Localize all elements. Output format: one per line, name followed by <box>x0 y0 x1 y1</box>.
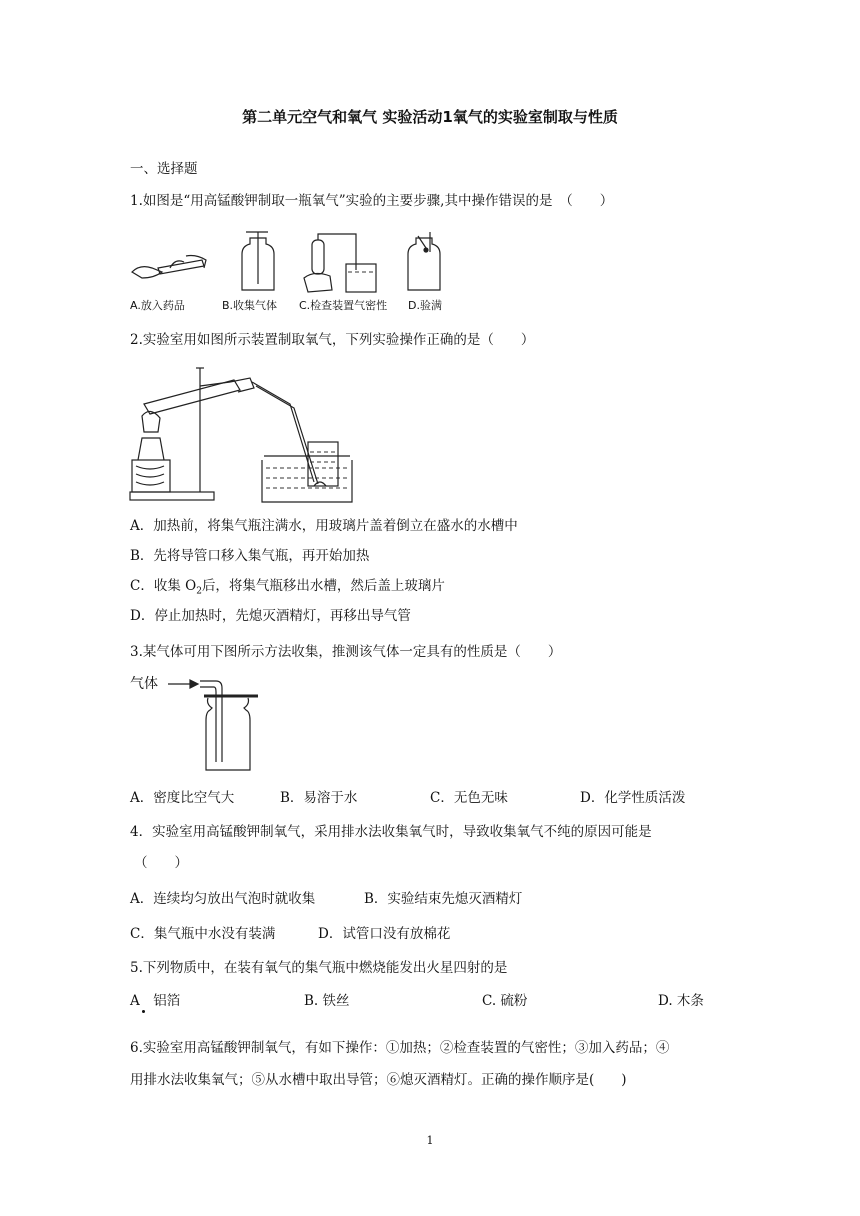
q3-option-c: C．无色无味 <box>430 790 508 806</box>
q4-stem: 4．实验室用高锰酸钾制氧气，采用排水法收集氧气时，导致收集氧气不纯的原因可能是 <box>130 824 652 840</box>
emphasis-dot <box>142 1010 145 1013</box>
q1-figure-c <box>302 230 382 296</box>
q2-option-c-sub: 2 <box>196 586 202 597</box>
q5-option-b: B. 铁丝 <box>304 993 350 1009</box>
q4-option-a: A．连续均匀放出气泡时就收集 <box>130 891 316 907</box>
q1-figure-d <box>404 232 444 294</box>
q5-option-d: D. 木条 <box>658 993 704 1009</box>
q3-gas-label: 气体 <box>130 676 158 692</box>
q3-option-a: A．密度比空气大 <box>130 790 235 806</box>
q6-line-1: 6.实验室用高锰酸钾制氧气，有如下操作：①加热；②检查装置的气密性；③加入药品；④ <box>130 1040 670 1056</box>
q1-label-d: D.验满 <box>408 299 442 312</box>
page-number: 1 <box>426 1134 434 1147</box>
q2-option-c-after: 后，将集气瓶移出水槽，然后盖上玻璃片 <box>201 578 445 594</box>
page-title: 第二单元空气和氧气 实验活动1氧气的实验室制取与性质 <box>242 108 618 126</box>
q1-figure-a <box>130 250 210 294</box>
q5-option-a: A 铝箔 <box>130 993 181 1009</box>
q3-stem: 3.某气体可用下图所示方法收集，推测该气体一定具有的性质是（ ） <box>130 644 562 660</box>
q5-option-c: C. 硫粉 <box>482 993 528 1009</box>
q2-option-d: D．停止加热时，先熄灭酒精灯，再移出导气管 <box>130 608 411 624</box>
q5-stem: 5.下列物质中，在装有氧气的集气瓶中燃烧能发出火星四射的是 <box>130 960 508 976</box>
q1-figure-b <box>238 232 278 294</box>
q2-option-c-before: C．收集 O <box>130 578 197 594</box>
q4-stem-blank: （ ） <box>134 855 188 871</box>
q1-stem: 1.如图是“用高锰酸钾制取一瓶氧气”实验的主要步骤,其中操作错误的是 （ ） <box>130 193 614 209</box>
q1-label-a: A.放入药品 <box>130 299 185 312</box>
q4-option-b: B．实验结束先熄灭酒精灯 <box>364 891 523 907</box>
q3-option-d: D．化学性质活泼 <box>580 790 686 806</box>
q2-option-a: A．加热前，将集气瓶注满水，用玻璃片盖着倒立在盛水的水槽中 <box>130 518 518 534</box>
q6-line-2: 用排水法收集氧气；⑤从水槽中取出导管；⑥熄灭酒精灯。正确的操作顺序是( ) <box>130 1072 627 1088</box>
q3-option-b: B．易溶于水 <box>280 790 358 806</box>
q4-option-c: C．集气瓶中水没有装满 <box>130 926 276 942</box>
q2-stem: 2.实验室用如图所示装置制取氧气，下列实验操作正确的是（ ） <box>130 332 535 348</box>
section-heading: 一、选择题 <box>130 161 198 177</box>
q2-option-c <box>130 577 445 601</box>
q1-label-c: C.检查装置气密性 <box>299 299 388 312</box>
q2-apparatus-figure <box>130 360 360 510</box>
q2-option-b: B．先将导管口移入集气瓶，再开始加热 <box>130 548 370 564</box>
q3-collection-figure <box>164 676 264 776</box>
q4-option-d: D．试管口没有放棉花 <box>318 926 451 942</box>
q1-label-b: B.收集气体 <box>222 299 278 312</box>
